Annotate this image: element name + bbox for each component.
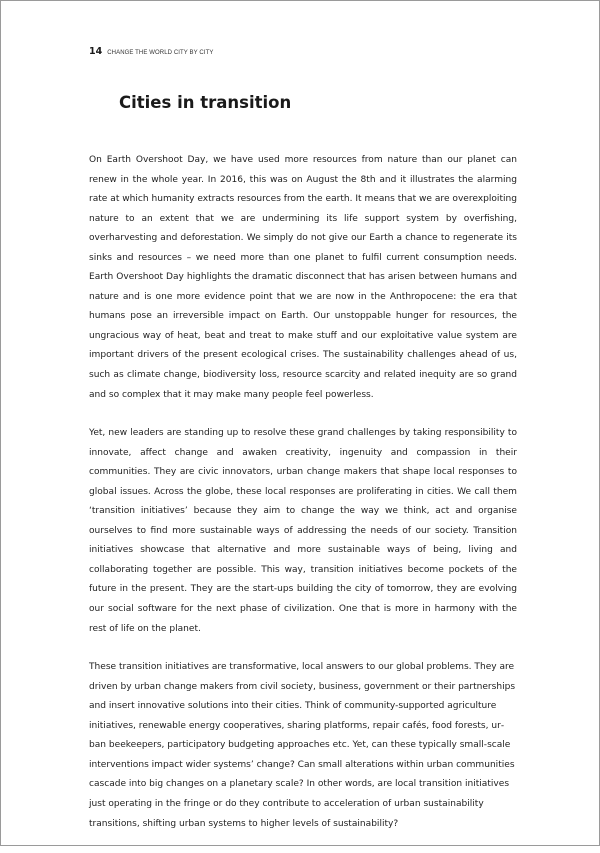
page-number: 14 (89, 46, 103, 57)
body-text (89, 151, 517, 853)
section-title: Cities in transition (119, 93, 292, 112)
running-header (89, 46, 214, 57)
running-title: CHANGE THE WORLD CITY BY CITY (107, 50, 214, 56)
paragraph-1: On Earth Overshoot Day, we have used more resources from nature than our planet can renew in the whole year. In 2016, this was on August the 8th and it illustrates the alarming rate at which humanity extracts resources from the earth. It means that we are overexploiting nature to an extent that we are undermining its life support system by overfishing, overharvesting and deforestation. We simply do not give our Earth a chance to regenerate its sinks and resources – we need more than one planet to fulfil current consumption needs. Earth Overshoot Day highlights the dramatic disconnect that has arisen between humans and nature and is one more evidence point that we are now in the Anthropocene: the era that humans pose an irreversible impact on Earth. Our unstoppable hunger for resources, the ungracious way of heat, beat and treat to make stuff and our exploitative value system are important drivers of the present ecological crises. The sustainability challenges ahead of us, such as climate change, biodiversity loss, resource scarcity and related inequity are so grand and so complex that it may make many people feel powerless. (89, 155, 517, 400)
paragraph-2: Yet, new leaders are standing up to resolve these grand challenges by taking responsibility to innovate, affect change and awaken creativity, ingenuity and compassion in their communities. They are civic innovators, urban change makers that shape local responses to global issues. Across the globe, these local responses are proliferating in cities. We call them ‘transition initiatives’ because they aim to change the way we think, act and organise ourselves to find more sustainable ways of addressing the needs of our society. Transition initiatives showcase that alternative and more sustainable ways of being, living and collaborating together are possible. This way, transition initiatives become pockets of the future in the present. They are the start-ups building the city of tomorrow, they are evolving our social software for the next phase of civilization. One that is more in harmony with the rest of life on the planet. (89, 428, 517, 634)
paragraph-3: These transition initiatives are transformative, local answers to our global problems. They are driven by urban change makers from civil society, business, government or their partnerships and insert innovative solutions into their cities. Think of community-supported agriculture initiatives, renewable energy cooperatives, sharing platforms, repair cafés, food forests, urban beekeepers, participatory budgeting approaches etc. Yet, can these typically small-scale interventions impact wider systems’ change? Can small alterations within urban communities cascade into big changes on a planetary scale? In other words, are local transition initiatives just operating in the fringe or do they contribute to acceleration of urban sustainability transitions, shifting urban systems to higher levels of sustainability? (89, 662, 516, 829)
